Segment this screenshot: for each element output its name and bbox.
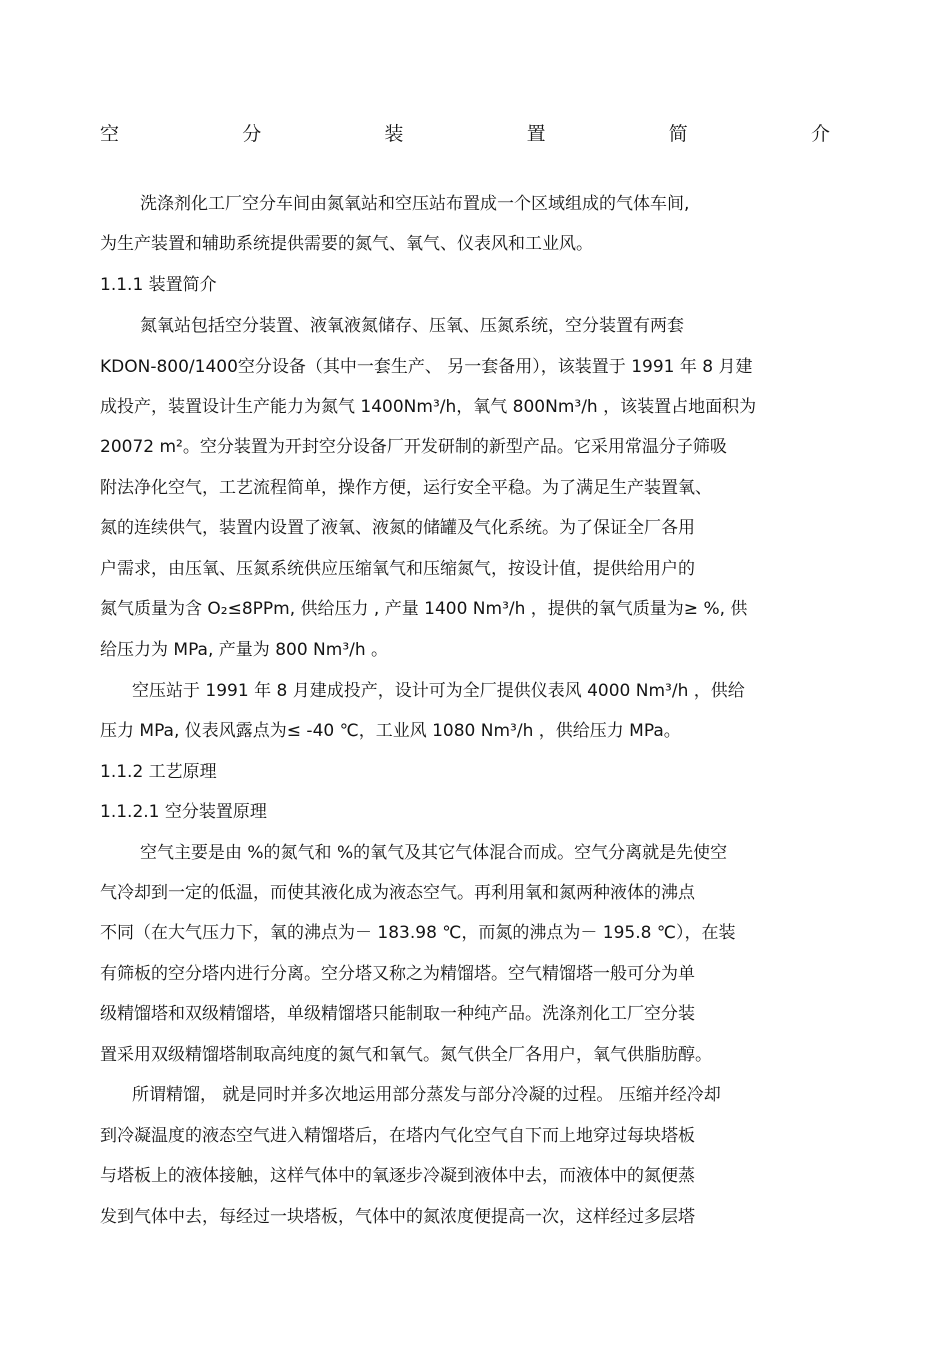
paragraph-line: 与塔板上的液体接触，这样气体中的氧逐步冷凝到液体中去，而液体中的氮便蒸: [100, 1166, 695, 1186]
paragraph-line: 氮的连续供气，装置内设置了液氧、液氮的储罐及气化系统。为了保证全厂各用: [100, 518, 695, 538]
paragraph-line: 氮氧站包括空分装置、液氧液氮储存、压氧、压氮系统，空分装置有两套: [140, 316, 684, 336]
paragraph-line: 成投产，装置设计生产能力为氮气 1400Nm³/h，氧气 800Nm³/h ，该装置占地面积为: [100, 397, 757, 417]
document-title: [100, 120, 830, 148]
title-char: 置: [526, 123, 546, 145]
title-char: 介: [810, 123, 830, 145]
title-char: 分: [242, 123, 262, 145]
paragraph-line: 发到气体中去，每经过一块塔板，气体中的氮浓度便提高一次，这样经过多层塔: [100, 1207, 695, 1227]
title-char: 装: [384, 123, 404, 145]
title-char: 简: [668, 123, 688, 145]
paragraph-line: 附法净化空气，工艺流程简单，操作方便，运行安全平稳。为了满足生产装置氧、: [100, 478, 712, 498]
paragraph-line: 级精馏塔和双级精馏塔，单级精馏塔只能制取一种纯产品。洗涤剂化工厂空分装: [100, 1004, 695, 1024]
subsection-heading: 1.1.2.1 空分装置原理: [100, 802, 267, 822]
title-char: 空: [100, 123, 120, 145]
paragraph-line: 压力 MPa, 仪表风露点为≤ -40 ℃，工业风 1080 Nm³/h ，供给压力 MPa。: [100, 721, 681, 741]
paragraph-line: 户需求，由压氧、压氮系统供应压缩氧气和压缩氮气，按设计值，提供给用户的: [100, 559, 695, 579]
paragraph-line: 到冷凝温度的液态空气进入精馏塔后，在塔内气化空气自下而上地穿过每块塔板: [100, 1126, 695, 1146]
paragraph-line: 为生产装置和辅助系统提供需要的氮气、氧气、仪表风和工业风。: [100, 234, 593, 254]
paragraph-line: 气冷却到一定的低温，而使其液化成为液态空气。再利用氧和氮两种液体的沸点: [100, 883, 695, 903]
paragraph-line: 20072 m²。空分装置为开封空分设备厂开发研制的新型产品。它采用常温分子筛吸: [100, 437, 727, 457]
paragraph-line: 有筛板的空分塔内进行分离。空分塔又称之为精馏塔。空气精馏塔一般可分为单: [100, 964, 695, 984]
section-heading: 1.1.1 装置简介: [100, 275, 217, 295]
paragraph-line: 氮气质量为含 O₂≤8PPm, 供给压力 , 产量 1400 Nm³/h ，提供的氧气质量为≥ %, 供: [100, 599, 748, 619]
paragraph-line: 空压站于 1991 年 8 月建成投产，设计可为全厂提供仪表风 4000 Nm³/h ，供给: [132, 681, 745, 701]
paragraph-line: 置采用双级精馏塔制取高纯度的氮气和氧气。氮气供全厂各用户，氧气供脂肪醇。: [100, 1045, 712, 1065]
paragraph-line: 洗涤剂化工厂空分车间由氮氧站和空压站布置成一个区域组成的气体车间,: [140, 194, 690, 214]
paragraph-line: 不同（在大气压力下，氧的沸点为－ 183.98 ℃，而氮的沸点为－ 195.8 ℃），在装: [100, 923, 736, 943]
section-heading: 1.1.2 工艺原理: [100, 762, 217, 782]
paragraph-line: 给压力为 MPa, 产量为 800 Nm³/h 。: [100, 640, 389, 660]
paragraph-line: 空气主要是由 %的氮气和 %的氧气及其它气体混合而成。空气分离就是先使空: [140, 843, 728, 863]
paragraph-line: KDON-800/1400空分设备（其中一套生产、 另一套备用），该装置于 1991 年 8 月建: [100, 357, 753, 377]
paragraph-line: 所谓精馏， 就是同时并多次地运用部分蒸发与部分冷凝的过程。 压缩并经冷却: [132, 1085, 721, 1105]
